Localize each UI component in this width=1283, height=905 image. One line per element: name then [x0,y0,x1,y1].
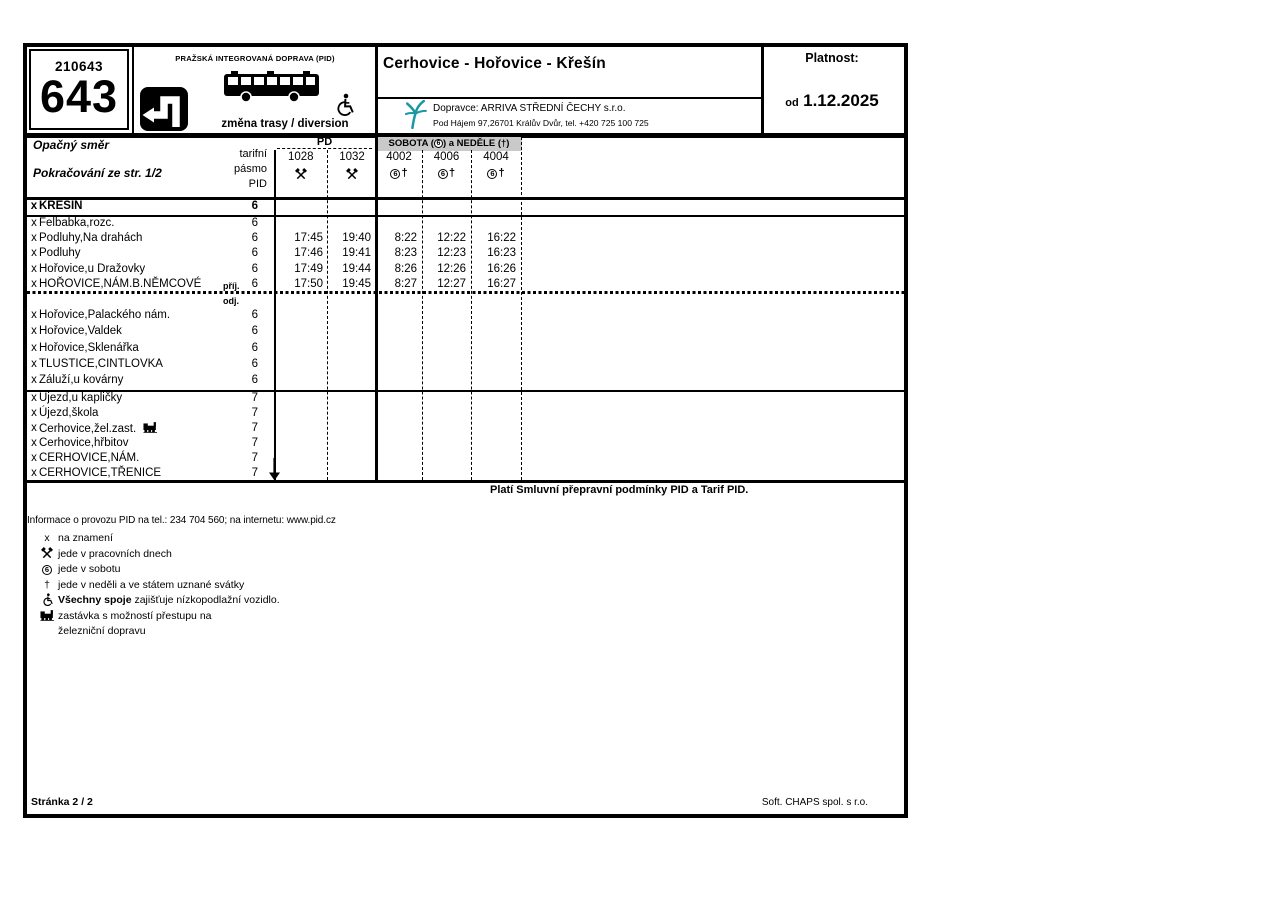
dagger-icon: † [448,167,456,179]
stop-name: CERHOVICE,TŘENICE [39,466,162,479]
zone-cell: 6 [251,262,258,275]
zone-cell: 7 [251,391,258,404]
request-stop-mark: x [31,277,37,290]
request-stop-mark: x [30,200,38,212]
dagger-icon: † [498,167,505,179]
bus-icon [223,71,320,103]
diversion-label: změna trasy / diversion [221,118,349,130]
stop-row [27,391,904,406]
stop-row [27,451,904,466]
request-stop-symbol: x [44,532,50,544]
zone-cell: 6 [251,217,258,229]
zone-cell: 6 [251,277,258,290]
time-cell: 19:45 [342,277,371,290]
info-line: Informace o provozu PID na tel.: 234 704 560; na internetu: www.pid.cz [27,515,336,526]
validity-date: 1.12.2025 [803,91,879,110]
stop-name: Újezd,škola [39,406,99,419]
stop-row [27,294,904,309]
stop-row [27,421,904,436]
request-stop-mark: x [31,232,37,245]
weekend-group-header: SOBOTA ( 6 ) a NEDĚLE (†) [376,137,522,151]
sat-sun-symbol [378,166,420,181]
zone-cell: 6 [251,247,258,260]
workday-group-underline [277,148,372,149]
dagger-icon: † [401,167,408,179]
time-cell: 19:41 [342,247,371,260]
network-title: PRAŽSKÁ INTEGROVANÁ DOPRAVA (PID) [175,54,335,63]
stop-row [27,466,904,481]
circled-6-icon: 6 [487,169,497,179]
trip-number: 1032 [339,151,365,163]
header-divider-2 [375,47,378,133]
stop-name: Hořovice,Valdek [39,325,122,338]
workdays-symbol [276,166,327,181]
title-cell-divider [376,97,761,99]
circled-6-icon: 6 [434,139,443,148]
request-stop-mark: x [31,357,37,370]
time-cell: 12:22 [437,232,466,245]
zone-cell: 6 [251,325,258,338]
time-cell: 8:23 [394,247,417,260]
workday-group-label: PD [316,136,333,148]
request-stop-mark: x [31,436,37,449]
validity-label: Platnost: [805,51,859,65]
time-cell: 8:27 [394,277,417,290]
stop-name: Hořovice,Palackého nám. [39,309,171,321]
stop-row [27,373,904,388]
zone-cell: 6 [251,309,258,321]
stop-row [27,406,904,421]
stop-name: TLUSTICE,CINTLOVKA [39,357,163,370]
arrival-marker: příj. [223,280,240,291]
request-stop-mark: x [31,262,37,275]
stop-name: Hořovice,u Dražovky [39,262,146,275]
line-number: 643 [39,71,119,122]
wheelchair-icon [335,93,354,116]
route-title: Cerhovice - Hořovice - Křešín [383,55,606,72]
request-stop-mark: x [31,341,37,354]
request-stop-mark: x [31,217,37,229]
trip-number: 4002 [386,151,412,163]
request-stop-mark: x [31,391,37,404]
line-number-box [29,49,129,130]
validity-value [763,91,901,111]
route-code: 210643 [54,59,104,74]
stop-name: Záluží,u kovárny [39,374,124,387]
legend-text: železniční dopravu [58,625,146,637]
zone-column-header: tarifní pásmo PID [233,148,267,190]
time-cell: 16:23 [487,247,516,260]
route-continues-arrow-icon [268,458,281,481]
sat-sun-symbol [424,166,469,181]
crossed-hammers-icon [346,168,358,180]
operator-address: Pod Hájem 97,26701 Králův Dvůr, tel. +420 725 100 725 [433,118,649,128]
time-cell: 8:26 [394,262,417,275]
operator-logo [403,100,428,129]
request-stop-mark: x [31,421,37,434]
zone-cell: 7 [251,466,258,479]
legend-text: jede v sobotu [58,563,121,575]
dagger-symbol: † [44,578,50,591]
crossed-hammers-icon [295,168,307,180]
stop-row [27,216,904,231]
stop-name: Újezd,u kapličky [39,391,123,404]
zone-cell: 6 [251,374,258,387]
stop-row [27,357,904,372]
stop-row [27,308,904,323]
header-divider-1 [132,47,134,133]
legend-text: jede v pracovních dnech [58,547,172,560]
departure-marker: odj. [223,295,239,306]
timetable-sheet [23,43,908,818]
stop-row [27,341,904,356]
legend-text: jede v neděli a ve státem uznané svátky [58,578,245,591]
validity-prefix: od [785,97,799,109]
stop-row [27,246,904,261]
crossed-hammers-icon [35,547,59,559]
stop-name: Hořovice,Sklenářka [39,341,139,354]
request-stop-mark: x [31,466,37,479]
request-stop-mark: x [31,451,37,464]
time-cell: 16:26 [487,262,516,275]
stop-row [27,277,904,292]
time-cell: 19:40 [342,232,371,245]
time-cell: 17:50 [294,277,323,290]
zone-cell: 7 [251,436,258,449]
legend-text: Všechny spoje zajišťuje nízkopodlažní vozidlo. [58,594,280,606]
circled-6-icon: 6 [438,169,448,179]
stop-name: KŘEŠÍN [39,200,83,212]
zone-cell: 7 [251,451,258,464]
opposite-direction-label: Opačný směr [33,138,110,152]
time-cell: 17:49 [294,262,323,275]
zone-cell: 6 [251,357,258,370]
trip-number: 1028 [287,151,314,163]
stop-name: Podluhy,Na drahách [39,232,143,245]
time-cell: 17:46 [294,247,323,260]
software-credit: Soft. CHAPS spol. s r.o. [761,797,868,808]
stop-row [27,199,904,214]
sat-sun-symbol [473,166,519,181]
time-cell: 16:27 [487,277,516,290]
time-cell: 12:23 [437,247,466,260]
stop-name: Cerhovice,žel.zast. [39,421,158,437]
request-stop-mark: x [31,309,37,321]
operator-name: Dopravce: ARRIVA STŘEDNÍ ČECHY s.r.o. [433,103,626,114]
diversion-detour-icon [140,87,188,131]
time-cell: 12:27 [437,277,466,290]
stop-name: CERHOVICE,NÁM. [39,451,140,464]
stop-name: HOŘOVICE,NÁM.B.NĚMCOVÉ [39,277,202,290]
page-number: Stránka 2 / 2 [31,796,93,808]
circled-6-icon: 6 [390,169,400,179]
zone-cell: 6 [251,200,258,212]
continuation-label: Pokračování ze str. 1/2 [33,166,162,180]
zone-cell: 7 [251,421,258,434]
stop-name: Felbabka,rozc. [39,217,115,229]
zone-cell: 7 [251,406,258,419]
stop-name: Cerhovice,hřbitov [39,436,129,449]
conditions-note: Platí Smluvní přepravní podmínky PID a Tarif PID. [490,484,749,496]
stop-row [27,231,904,246]
trip-number: 4004 [483,151,509,163]
stop-row [27,436,904,451]
time-cell: 19:44 [342,262,371,275]
legend-text: na znamení [58,532,113,544]
request-stop-mark: x [31,247,37,260]
time-cell: 8:22 [394,232,417,245]
legend-text: zastávka s možností přestupu na [58,609,212,622]
request-stop-mark: x [31,374,37,387]
stop-name: Podluhy [39,247,81,260]
train-transfer-icon [143,421,158,433]
workdays-symbol [330,166,374,181]
zone-cell: 6 [251,232,258,245]
request-stop-mark: x [31,406,37,419]
trip-number: 4006 [433,151,460,163]
request-stop-mark: x [31,325,37,338]
train-transfer-icon [35,609,59,621]
time-cell: 16:22 [487,232,516,245]
stop-row [27,262,904,277]
zone-cell: 6 [251,341,258,354]
wheelchair-icon [35,593,59,606]
time-cell: 12:26 [437,262,466,275]
stop-row [27,324,904,339]
circled-6-icon: 6 [35,562,59,576]
time-cell: 17:45 [294,232,323,245]
